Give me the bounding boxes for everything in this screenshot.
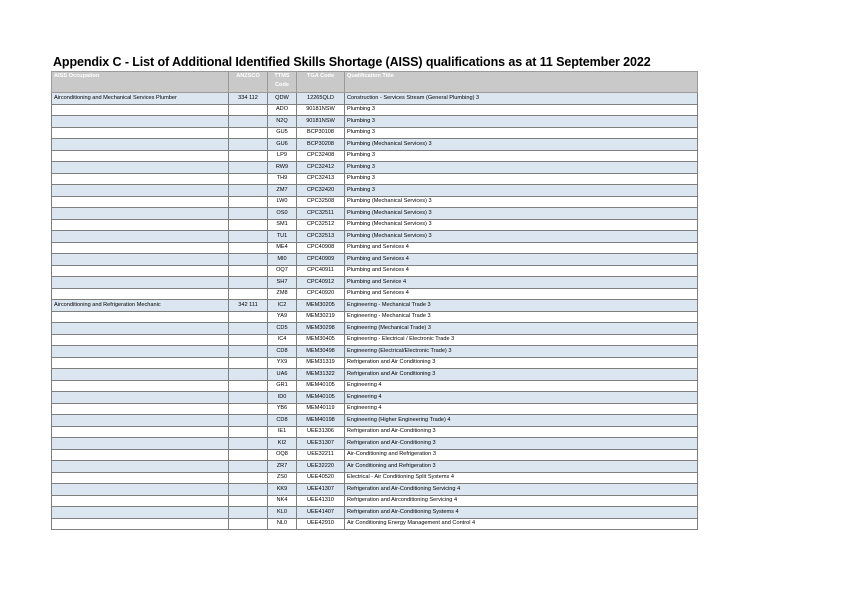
cell-anzsco (229, 518, 268, 530)
cell-tga-code: UEE31306 (297, 426, 345, 438)
cell-tga-code: CPC32413 (297, 173, 345, 185)
table-row (52, 495, 698, 507)
cell-qualification-title: Plumbing (Mechanical Services) 3 (345, 139, 698, 151)
cell-anzsco (229, 104, 268, 116)
cell-ttms-code: KL0 (268, 507, 297, 519)
cell-tga-code: BCP30208 (297, 139, 345, 151)
cell-qualification-title: Plumbing (Mechanical Services) 3 (345, 196, 698, 208)
cell-tga-code: CPC32408 (297, 150, 345, 162)
cell-qualification-title: Refrigeration and Airconditioning Servicing 4 (345, 495, 698, 507)
cell-qualification-title: Engineering (Higher Engineering Trade) 4 (345, 415, 698, 427)
cell-ttms-code: TU1 (268, 231, 297, 243)
cell-anzsco (229, 495, 268, 507)
table-row (52, 242, 698, 254)
table-row (52, 277, 698, 289)
cell-tga-code: CPC40908 (297, 242, 345, 254)
table-row (52, 323, 698, 335)
cell-ttms-code: N2Q (268, 116, 297, 128)
cell-ttms-code: ADO (268, 104, 297, 116)
cell-aiss-occupation (52, 415, 229, 427)
table-row (52, 346, 698, 358)
cell-qualification-title: Plumbing and Services 4 (345, 242, 698, 254)
cell-aiss-occupation (52, 449, 229, 461)
cell-anzsco (229, 392, 268, 404)
page-title: Appendix C - List of Additional Identified Skills Shortage (AISS) qualifications as at 11 September 2022 (53, 55, 651, 69)
table-row (52, 208, 698, 220)
cell-qualification-title: Plumbing and Services 4 (345, 254, 698, 266)
cell-ttms-code: TH9 (268, 173, 297, 185)
cell-aiss-occupation (52, 518, 229, 530)
table-row (52, 380, 698, 392)
cell-anzsco (229, 242, 268, 254)
cell-anzsco (229, 288, 268, 300)
table-row (52, 311, 698, 323)
table-row (52, 231, 698, 243)
cell-anzsco (229, 162, 268, 174)
table-row (52, 334, 698, 346)
cell-anzsco (229, 127, 268, 139)
cell-qualification-title: Engineering - Mechanical Trade 3 (345, 311, 698, 323)
cell-qualification-title: Plumbing 3 (345, 127, 698, 139)
table-row (52, 116, 698, 128)
cell-qualification-title: Construction - Services Stream (General Plumbing) 3 (345, 93, 698, 105)
cell-aiss-occupation (52, 173, 229, 185)
cell-ttms-code: RW9 (268, 162, 297, 174)
table-row (52, 254, 698, 266)
cell-aiss-occupation (52, 495, 229, 507)
cell-anzsco (229, 208, 268, 220)
cell-ttms-code: CD5 (268, 323, 297, 335)
header-qualification-title: Qualification Title (345, 72, 698, 93)
cell-anzsco (229, 231, 268, 243)
qualifications-table (51, 71, 698, 530)
cell-tga-code: 90181NSW (297, 104, 345, 116)
cell-anzsco: 342 111 (229, 300, 268, 312)
cell-aiss-occupation (52, 219, 229, 231)
cell-anzsco (229, 265, 268, 277)
cell-aiss-occupation (52, 208, 229, 220)
cell-tga-code: UEE31307 (297, 438, 345, 450)
cell-qualification-title: Refrigeration and Air-Conditioning 3 (345, 438, 698, 450)
cell-tga-code: MEM30219 (297, 311, 345, 323)
cell-aiss-occupation: Airconditioning and Mechanical Services Plumber (52, 93, 229, 105)
cell-anzsco (229, 346, 268, 358)
cell-aiss-occupation (52, 185, 229, 197)
cell-qualification-title: Air Conditioning Energy Management and Control 4 (345, 518, 698, 530)
table-row (52, 438, 698, 450)
cell-ttms-code: ID0 (268, 392, 297, 404)
cell-ttms-code: ZM7 (268, 185, 297, 197)
cell-anzsco (229, 449, 268, 461)
cell-tga-code: MEM30498 (297, 346, 345, 358)
table-row (52, 472, 698, 484)
cell-ttms-code: ZS0 (268, 472, 297, 484)
table-row (52, 173, 698, 185)
cell-qualification-title: Plumbing 3 (345, 150, 698, 162)
cell-tga-code: 90181NSW (297, 116, 345, 128)
cell-ttms-code: IC4 (268, 334, 297, 346)
table-row (52, 415, 698, 427)
cell-qualification-title: Engineering 4 (345, 403, 698, 415)
table-row (52, 93, 698, 105)
cell-aiss-occupation (52, 461, 229, 473)
cell-aiss-occupation (52, 254, 229, 266)
table-row (52, 518, 698, 530)
cell-anzsco (229, 415, 268, 427)
table-row (52, 185, 698, 197)
cell-anzsco (229, 507, 268, 519)
cell-aiss-occupation (52, 472, 229, 484)
cell-tga-code: MEM40119 (297, 403, 345, 415)
cell-aiss-occupation: Airconditioning and Refrigeration Mechanic (52, 300, 229, 312)
cell-aiss-occupation (52, 369, 229, 381)
cell-anzsco (229, 461, 268, 473)
header-tga-code: TGA Code (297, 72, 345, 93)
table-row (52, 426, 698, 438)
cell-anzsco (229, 472, 268, 484)
cell-tga-code: 12265QLD (297, 93, 345, 105)
cell-aiss-occupation (52, 150, 229, 162)
cell-anzsco (229, 484, 268, 496)
table-row (52, 219, 698, 231)
cell-ttms-code: UA6 (268, 369, 297, 381)
cell-tga-code: MEM31322 (297, 369, 345, 381)
cell-ttms-code: GU6 (268, 139, 297, 151)
cell-tga-code: UEE32211 (297, 449, 345, 461)
cell-qualification-title: Engineering 4 (345, 380, 698, 392)
header-row (52, 72, 698, 93)
cell-aiss-occupation (52, 242, 229, 254)
cell-qualification-title: Air-Conditioning and Refrigeration 3 (345, 449, 698, 461)
cell-aiss-occupation (52, 334, 229, 346)
cell-anzsco (229, 116, 268, 128)
header-anzsco: ANZSCO (229, 72, 268, 93)
cell-qualification-title: Air Conditioning and Refrigeration 3 (345, 461, 698, 473)
cell-anzsco (229, 323, 268, 335)
cell-tga-code: MEM30205 (297, 300, 345, 312)
cell-anzsco (229, 185, 268, 197)
cell-aiss-occupation (52, 346, 229, 358)
cell-tga-code: CPC32508 (297, 196, 345, 208)
cell-anzsco: 334 112 (229, 93, 268, 105)
cell-ttms-code: IC2 (268, 300, 297, 312)
cell-aiss-occupation (52, 196, 229, 208)
table-row (52, 357, 698, 369)
cell-aiss-occupation (52, 380, 229, 392)
cell-ttms-code: YB6 (268, 403, 297, 415)
table-header (52, 72, 698, 93)
cell-qualification-title: Plumbing (Mechanical Services) 3 (345, 219, 698, 231)
cell-tga-code: MEM30405 (297, 334, 345, 346)
cell-anzsco (229, 403, 268, 415)
cell-qualification-title: Engineering - Electrical / Electronic Trade 3 (345, 334, 698, 346)
cell-ttms-code: LW0 (268, 196, 297, 208)
cell-anzsco (229, 254, 268, 266)
cell-tga-code: CPC32513 (297, 231, 345, 243)
table-row (52, 484, 698, 496)
cell-ttms-code: OQ8 (268, 449, 297, 461)
cell-ttms-code: QDW (268, 93, 297, 105)
cell-qualification-title: Plumbing and Services 4 (345, 288, 698, 300)
cell-aiss-occupation (52, 426, 229, 438)
cell-anzsco (229, 334, 268, 346)
table-body (52, 93, 698, 530)
cell-anzsco (229, 173, 268, 185)
table-row (52, 369, 698, 381)
cell-qualification-title: Refrigeration and Air-Conditioning 3 (345, 426, 698, 438)
cell-aiss-occupation (52, 357, 229, 369)
table-row (52, 196, 698, 208)
cell-ttms-code: GR1 (268, 380, 297, 392)
cell-anzsco (229, 369, 268, 381)
cell-tga-code: MEM31319 (297, 357, 345, 369)
cell-qualification-title: Plumbing 3 (345, 162, 698, 174)
cell-tga-code: UEE41407 (297, 507, 345, 519)
cell-aiss-occupation (52, 277, 229, 289)
cell-tga-code: UEE40520 (297, 472, 345, 484)
cell-qualification-title: Plumbing 3 (345, 104, 698, 116)
cell-aiss-occupation (52, 323, 229, 335)
table-row (52, 300, 698, 312)
cell-qualification-title: Engineering (Electrical/Electronic Trade) 3 (345, 346, 698, 358)
table-row (52, 104, 698, 116)
cell-qualification-title: Plumbing (Mechanical Services) 3 (345, 208, 698, 220)
cell-ttms-code: MI0 (268, 254, 297, 266)
cell-qualification-title: Electrical - Air Conditioning Split Systems 4 (345, 472, 698, 484)
cell-ttms-code: KK9 (268, 484, 297, 496)
cell-tga-code: MEM40105 (297, 392, 345, 404)
cell-qualification-title: Refrigeration and Air Conditioning 3 (345, 357, 698, 369)
header-aiss-occupation: AISS Occupation (52, 72, 229, 93)
cell-ttms-code: NK4 (268, 495, 297, 507)
cell-qualification-title: Plumbing and Service 4 (345, 277, 698, 289)
table-row (52, 507, 698, 519)
cell-tga-code: CPC40920 (297, 288, 345, 300)
cell-qualification-title: Refrigeration and Air Conditioning 3 (345, 369, 698, 381)
cell-qualification-title: Engineering (Mechanical Trade) 3 (345, 323, 698, 335)
cell-qualification-title: Plumbing (Mechanical Services) 3 (345, 231, 698, 243)
cell-qualification-title: Plumbing 3 (345, 116, 698, 128)
cell-tga-code: CPC40911 (297, 265, 345, 277)
table-row (52, 162, 698, 174)
cell-tga-code: UEE42910 (297, 518, 345, 530)
cell-aiss-occupation (52, 116, 229, 128)
cell-tga-code: BCP30108 (297, 127, 345, 139)
cell-qualification-title: Plumbing and Services 4 (345, 265, 698, 277)
cell-aiss-occupation (52, 162, 229, 174)
cell-aiss-occupation (52, 127, 229, 139)
cell-tga-code: UEE32220 (297, 461, 345, 473)
cell-ttms-code: CD8 (268, 346, 297, 358)
cell-aiss-occupation (52, 403, 229, 415)
cell-qualification-title: Engineering - Mechanical Trade 3 (345, 300, 698, 312)
cell-anzsco (229, 438, 268, 450)
cell-anzsco (229, 150, 268, 162)
cell-tga-code: CPC40912 (297, 277, 345, 289)
cell-ttms-code: CD8 (268, 415, 297, 427)
cell-tga-code: MEM40198 (297, 415, 345, 427)
cell-ttms-code: NL0 (268, 518, 297, 530)
cell-tga-code: CPC32511 (297, 208, 345, 220)
cell-tga-code: CPC32420 (297, 185, 345, 197)
cell-aiss-occupation (52, 438, 229, 450)
cell-aiss-occupation (52, 231, 229, 243)
header-ttms-code: TTMS Code (268, 72, 297, 93)
cell-anzsco (229, 380, 268, 392)
cell-aiss-occupation (52, 311, 229, 323)
cell-ttms-code: LP9 (268, 150, 297, 162)
cell-anzsco (229, 139, 268, 151)
cell-tga-code: UEE41307 (297, 484, 345, 496)
cell-ttms-code: IE1 (268, 426, 297, 438)
cell-tga-code: CPC32512 (297, 219, 345, 231)
table-row (52, 288, 698, 300)
cell-ttms-code: ME4 (268, 242, 297, 254)
cell-ttms-code: ZR7 (268, 461, 297, 473)
table-row (52, 449, 698, 461)
cell-ttms-code: YX9 (268, 357, 297, 369)
table-row (52, 150, 698, 162)
cell-qualification-title: Plumbing 3 (345, 173, 698, 185)
cell-ttms-code: SH7 (268, 277, 297, 289)
cell-tga-code: CPC32412 (297, 162, 345, 174)
cell-tga-code: UEE41310 (297, 495, 345, 507)
cell-aiss-occupation (52, 288, 229, 300)
cell-anzsco (229, 311, 268, 323)
cell-aiss-occupation (52, 392, 229, 404)
table-row (52, 392, 698, 404)
cell-aiss-occupation (52, 484, 229, 496)
cell-aiss-occupation (52, 139, 229, 151)
table-row (52, 403, 698, 415)
cell-ttms-code: YA9 (268, 311, 297, 323)
cell-tga-code: MEM30298 (297, 323, 345, 335)
cell-ttms-code: KI2 (268, 438, 297, 450)
cell-anzsco (229, 277, 268, 289)
cell-anzsco (229, 426, 268, 438)
cell-qualification-title: Refrigeration and Air-Conditioning Systems 4 (345, 507, 698, 519)
cell-ttms-code: ZM8 (268, 288, 297, 300)
cell-qualification-title: Plumbing 3 (345, 185, 698, 197)
table-row (52, 265, 698, 277)
cell-anzsco (229, 196, 268, 208)
table-row (52, 461, 698, 473)
cell-qualification-title: Refrigeration and Air-Conditioning Servicing 4 (345, 484, 698, 496)
table-row (52, 127, 698, 139)
cell-qualification-title: Engineering 4 (345, 392, 698, 404)
cell-anzsco (229, 357, 268, 369)
cell-tga-code: MEM40105 (297, 380, 345, 392)
cell-tga-code: CPC40909 (297, 254, 345, 266)
cell-aiss-occupation (52, 104, 229, 116)
cell-ttms-code: OS0 (268, 208, 297, 220)
cell-ttms-code: GU5 (268, 127, 297, 139)
table-row (52, 139, 698, 151)
cell-ttms-code: SM1 (268, 219, 297, 231)
cell-anzsco (229, 219, 268, 231)
cell-aiss-occupation (52, 507, 229, 519)
cell-aiss-occupation (52, 265, 229, 277)
cell-ttms-code: OQ7 (268, 265, 297, 277)
